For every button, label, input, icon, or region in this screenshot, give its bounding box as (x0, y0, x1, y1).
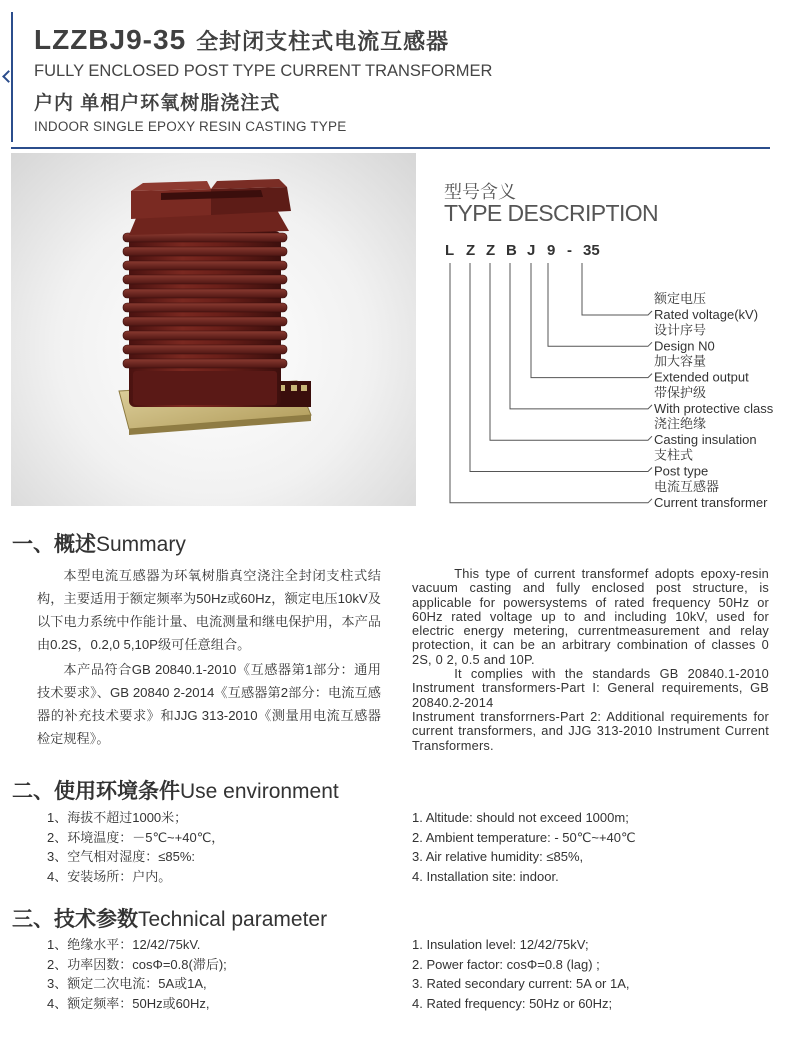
summary-en-paragraph-2: It complies with the standards GB 20840.1-2010 Instrument transformers-Part I: General requirements, GB 20840.2-2014 (412, 666, 769, 710)
type-code-letter: B (506, 242, 517, 259)
type-code-letter: Z (466, 242, 476, 259)
summary-heading: 一、概述Summary (12, 533, 186, 556)
use-environment-list-en (412, 808, 636, 887)
type-code-label-cn: 支柱式 (654, 447, 694, 463)
type-code-label-en: Post type (654, 463, 709, 479)
type-code-label-en: Rated voltage(kV) (654, 307, 759, 322)
subtitle-en: INDOOR SINGLE EPOXY RESIN CASTING TYPE (34, 119, 347, 134)
type-description-title-cn: 型号含义 (444, 182, 516, 202)
type-code-letter: - (567, 242, 572, 259)
type-code-letter: Z (486, 242, 496, 259)
type-code-connector (582, 263, 652, 315)
type-code-connector (490, 263, 652, 440)
list-item: 4. Rated frequency: 50Hz or 60Hz; (412, 996, 613, 1012)
type-code-label-cn: 电流互感器 (654, 478, 720, 494)
summary-cn-text (37, 564, 381, 750)
type-code-letter: 9 (547, 242, 556, 259)
type-code-label-en: Extended output (654, 369, 749, 385)
type-code-label-cn: 加大容量 (654, 353, 707, 369)
list-item: 1、绝缘水平：12/42/75kV. (47, 937, 201, 952)
list-item: 4. Installation site: indoor. (412, 869, 559, 885)
type-description-title-en: TYPE DESCRIPTION (444, 200, 659, 226)
title-cn: 全封闭支柱式电流互感器 (196, 29, 450, 54)
type-code-label-cn: 带保护级 (654, 384, 707, 400)
list-item: 4、额定频率：50Hz或60Hz, (47, 996, 210, 1012)
list-item: 3、额定二次电流：5A或1A, (47, 976, 207, 992)
type-code-label-en: Design N0 (654, 338, 715, 354)
type-code-label-cn: 设计序号 (654, 322, 707, 338)
summary-en-paragraph-1: This type of current transformef adopts epoxy-resin vacuum casting and fully enclosed post structure, is applicable for powersystems of rated frequency 50Hz or 60Hz rated voltage up to and including 10kV, used for electric energy metering, currentmeasurement and relay protection, it can be an arbitrary combination of classes 0 2S, 0 2, 0.5 and 10P. (412, 566, 769, 667)
list-item: 4、安装场所：户内。 (47, 869, 172, 885)
subtitle-cn: 户内 单相户环氧树脂浇注式 (34, 93, 281, 114)
type-code-label-en: Casting insulation (654, 432, 757, 448)
summary-en-paragraph-3: Instrument transforrners-Part 2: Additional requirements for current transformers, and JJG 313-2010 Instrument Current Transformers. (412, 708, 769, 753)
type-code-label-cn: 浇注绝缘 (654, 416, 707, 432)
list-item: 3. Rated secondary current: 5A or 1A, (412, 976, 630, 992)
type-code-label-en: Current transformer (654, 494, 768, 510)
type-code-connector (531, 263, 652, 378)
summary-cn-paragraph-1: 本型电流互感器为环氧树脂真空浇注全封闭支柱式结构，主要适用于额定频率为50Hz或60Hz，额定电压10kV及以下电力系统中作能计量、电流测量和继电保护用，本产品由0.2S，0.2,0 5,10P级可任意组合。 (37, 568, 381, 652)
list-item: 1、海拔不超过1000米； (47, 810, 188, 825)
technical-parameter-heading: 三、技术参数Technical parameter (12, 908, 328, 931)
product-title (34, 24, 449, 56)
type-code-diagram (430, 235, 780, 520)
list-item: 3. Air relative humidity: ≤85%, (412, 849, 584, 865)
type-code-connector (548, 263, 652, 346)
technical-list-en (412, 935, 630, 1014)
list-item: 1. Altitude: should not exceed 1000m; (412, 810, 629, 825)
type-code-letter: L (445, 242, 455, 259)
use-environment-heading: 二、使用环境条件Use environment (12, 780, 339, 803)
model-number: LZZBJ9-35 (34, 24, 187, 55)
product-photo (11, 153, 416, 506)
type-code-connector (450, 263, 652, 503)
header-divider (11, 147, 770, 149)
type-code-label-en: With protective class (654, 400, 774, 416)
summary-en-text (412, 567, 769, 753)
list-item: 2. Ambient temperature: - 50℃~+40℃ (412, 829, 636, 845)
technical-list-cn (47, 935, 227, 1014)
summary-cn-paragraph-2: 本产品符合GB 20840.1-2010《互感器第1部分：通用技术要求》、GB 20840 2-2014《互感器第2部分：电流互感器的补充技术要求》和JJG 313-2010《测量用电流互感器检定规程》。 (37, 662, 381, 746)
type-code-letter: 35 (583, 242, 600, 259)
use-environment-list-cn (47, 808, 224, 887)
list-item: 3、空气相对湿度：≤85%: (47, 849, 195, 865)
title-en: FULLY ENCLOSED POST TYPE CURRENT TRANSFORMER (34, 62, 493, 80)
list-item: 1. Insulation level: 12/42/75kV; (412, 937, 589, 952)
list-item: 2. Power factor: cosΦ=0.8 (lag) ; (412, 956, 600, 972)
current-transformer-image (11, 153, 416, 506)
list-item: 2、功率因数：cosΦ=0.8(滞后); (47, 956, 227, 972)
type-code-letter: J (527, 242, 536, 259)
type-code-label-cn: 额定电压 (654, 291, 707, 306)
list-item: 2、环境温度：－5℃~+40℃， (47, 829, 225, 845)
